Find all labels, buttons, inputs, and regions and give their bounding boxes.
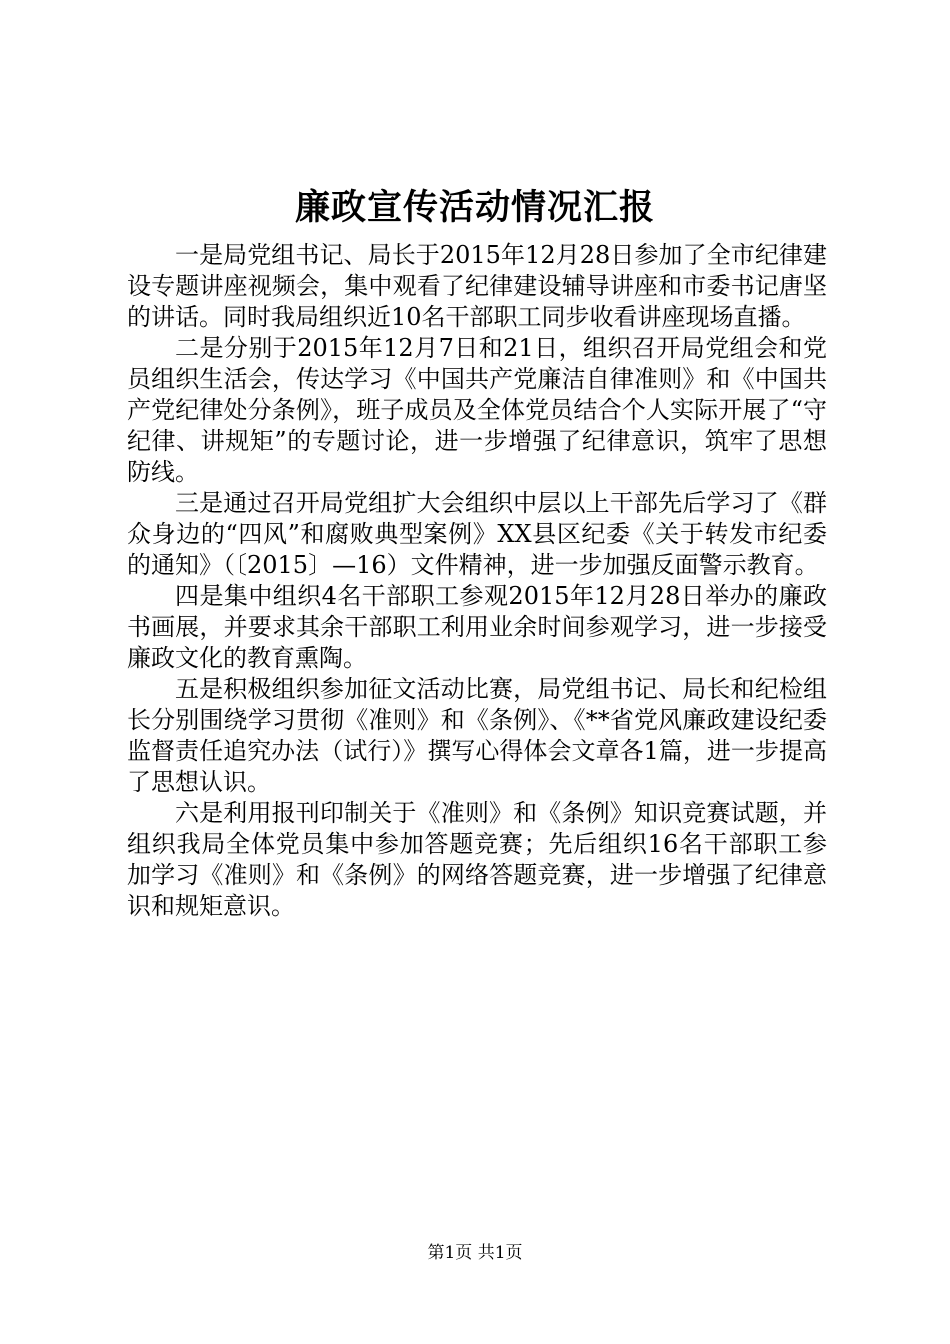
paragraph-2: 二是分别于2015年12月7日和21日，组织召开局党组会和党员组织生活会，传达学习《中国共产党廉洁自律准则》和《中国共产党纪律处分条例》，班子成员及全体党员结合个人实际开展了“守纪律、讲规矩”的专题讨论，进一步增强了纪律意识，筑牢了思想防线。 — [127, 334, 827, 486]
paragraph-4: 四是集中组织4名干部职工参观2015年12月28日举办的廉政书画展，并要求其余干部职工利用业余时间参观学习，进一步接受廉政文化的教育熏陶。 — [127, 582, 827, 672]
page-footer: 第1页 共1页 — [427, 1243, 523, 1263]
document-title: 廉政宣传活动情况汇报 — [294, 187, 655, 228]
paragraph-3: 三是通过召开局党组扩大会组织中层以上干部先后学习了《群众身边的“四风”和腐败典型案例》XX县区纪委《关于转发市纪委的通知》（〔2015〕—16）文件精神，进一步加强反面警示教育。 — [127, 489, 827, 579]
paragraph-5: 五是积极组织参加征文活动比赛，局党组书记、局长和纪检组长分别围绕学习贯彻《准则》和《条例》、《**省党风廉政建设纪委监督责任追究办法（试行）》撰写心得体会文章各1篇，进一步提高了思想认识。 — [127, 675, 827, 796]
paragraph-6: 六是利用报刊印制关于《准则》和《条例》知识竞赛试题，并组织我局全体党员集中参加答题竞赛；先后组织16名干部职工参加学习《准则》和《条例》的网络答题竞赛，进一步增强了纪律意识和规矩意识。 — [127, 799, 827, 920]
paragraph-1: 一是局党组书记、局长于2015年12月28日参加了全市纪律建设专题讲座视频会，集中观看了纪律建设辅导讲座和市委书记唐坚的讲话。同时我局组织近10名干部职工同步收看讲座现场直播。 — [127, 241, 827, 331]
document-body — [127, 240, 827, 922]
